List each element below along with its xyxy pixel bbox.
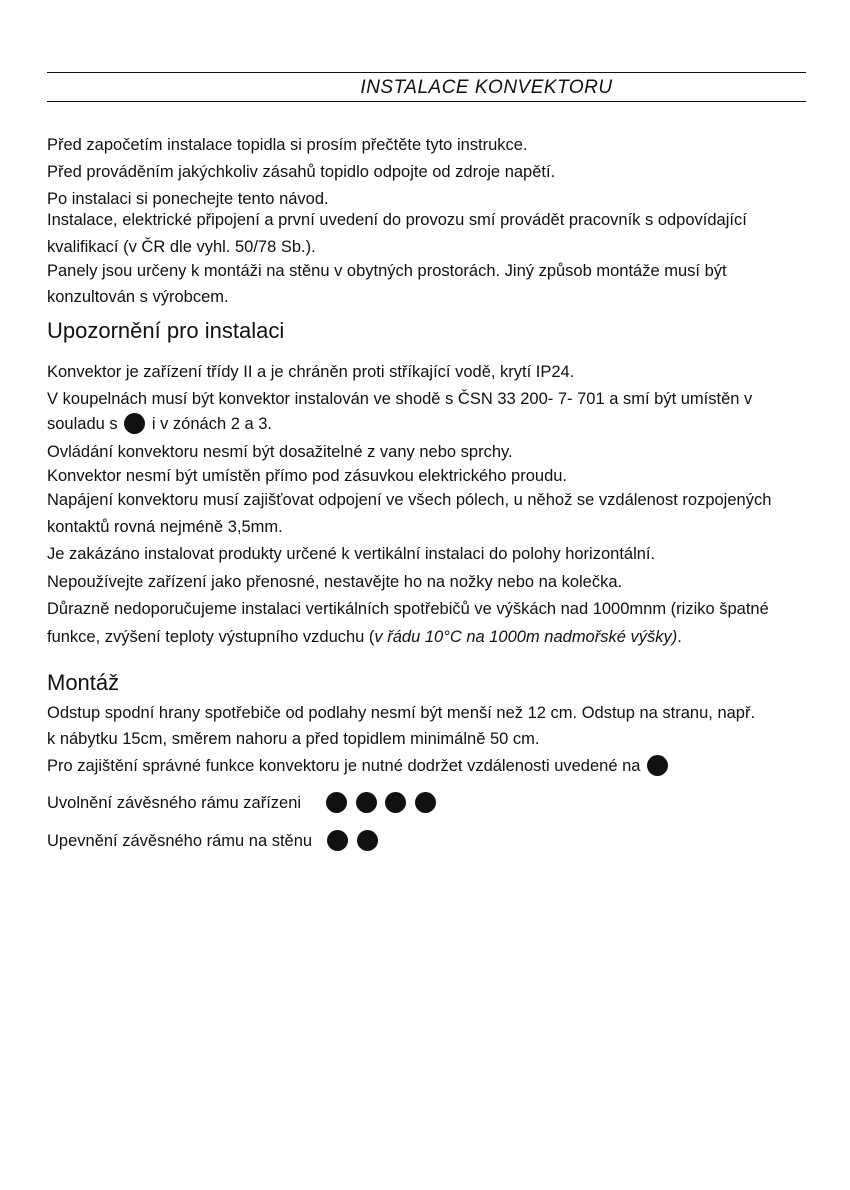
intro-line: Po instalaci si ponechejte tento návod. xyxy=(47,190,329,208)
warning-line: Konvektor nesmí být umístěn přímo pod zásuvkou elektrického proudu. xyxy=(47,467,568,485)
figure-reference-dot xyxy=(415,792,436,813)
warning-last-end: . xyxy=(677,628,682,646)
warning-line: V koupelnách musí být konvektor instalován ve shodě s ČSN 33 200- 7- 701 a smí být umístěn v xyxy=(47,390,753,408)
fix-line xyxy=(47,830,380,851)
section-heading-mounting: Montáž xyxy=(47,670,120,695)
warning-line: Ovládání konvektoru nesmí být dosažitelné z vany nebo sprchy. xyxy=(47,443,513,461)
page-title: INSTALACE KONVEKTORU xyxy=(360,77,613,98)
warning-line: kontaktů rovná nejméně 3,5mm. xyxy=(47,518,283,536)
intro-line: Před prováděním jakýchkoliv zásahů topidlo odpojte od zdroje napětí. xyxy=(47,163,556,181)
warning-last-plain: funkce, zvýšení teploty výstupního vzduchu ( xyxy=(47,628,375,646)
zones-line xyxy=(47,413,272,434)
figure-reference-dot xyxy=(124,413,145,434)
distances-text: Pro zajištění správné funkce konvektoru je nutné dodržet vzdálenosti uvedené na xyxy=(47,757,641,775)
section-heading-warnings: Upozornění pro instalaci xyxy=(47,318,285,343)
warning-line: Nepoužívejte zařízení jako přenosné, nestavějte ho na nožky nebo na kolečka. xyxy=(47,573,623,591)
zones-after: i v zónách 2 a 3. xyxy=(151,415,272,433)
release-line xyxy=(47,792,438,813)
top-rule xyxy=(47,72,806,73)
warning-last-italic: v řádu 10°C na 1000m nadmořské výšky) xyxy=(374,628,678,646)
mounting-line: k nábytku 15cm, směrem nahoru a před topidlem minimálně 50 cm. xyxy=(47,730,540,748)
figure-reference-dot xyxy=(357,830,378,851)
title-rule xyxy=(47,101,806,102)
zones-before: souladu s xyxy=(47,415,118,433)
figure-reference-dot xyxy=(327,830,348,851)
warning-line: Důrazně nedoporučujeme instalaci vertikálních spotřebičů ve výškách nad 1000mnm (riziko špatné xyxy=(47,600,769,618)
warning-line: Konvektor je zařízení třídy II a je chráněn proti stříkající vodě, krytí IP24. xyxy=(47,363,575,381)
intro-line: kvalifikací (v ČR dle vyhl. 50/78 Sb.). xyxy=(47,238,316,256)
release-text: Uvolnění závěsného rámu zařízeni xyxy=(47,794,302,812)
mounting-line: Odstup spodní hrany spotřebiče od podlahy nesmí být menší než 12 cm. Odstup na stranu, např. xyxy=(47,704,756,722)
figure-reference-dot xyxy=(385,792,406,813)
figure-reference-dot xyxy=(647,755,668,776)
intro-line: Panely jsou určeny k montáži na stěnu v obytných prostorách. Jiný způsob montáže musí být xyxy=(47,262,727,280)
distances-line xyxy=(47,755,670,776)
fix-text: Upevnění závěsného rámu na stěnu xyxy=(47,832,313,850)
figure-reference-dot xyxy=(356,792,377,813)
warning-line: Napájení konvektoru musí zajišťovat odpojení ve všech pólech, u něhož se vzdálenost rozpojených xyxy=(47,491,772,509)
warning-line-last xyxy=(47,628,682,647)
figure-reference-dot xyxy=(326,792,347,813)
warning-line: Je zakázáno instalovat produkty určené k vertikální instalaci do polohy horizontální. xyxy=(47,545,656,563)
intro-line: Před započetím instalace topidla si prosím přečtěte tyto instrukce. xyxy=(47,136,528,154)
intro-line: konzultován s výrobcem. xyxy=(47,288,229,306)
intro-line: Instalace, elektrické připojení a první uvedení do provozu smí provádět pracovník s odpovídající xyxy=(47,211,747,229)
